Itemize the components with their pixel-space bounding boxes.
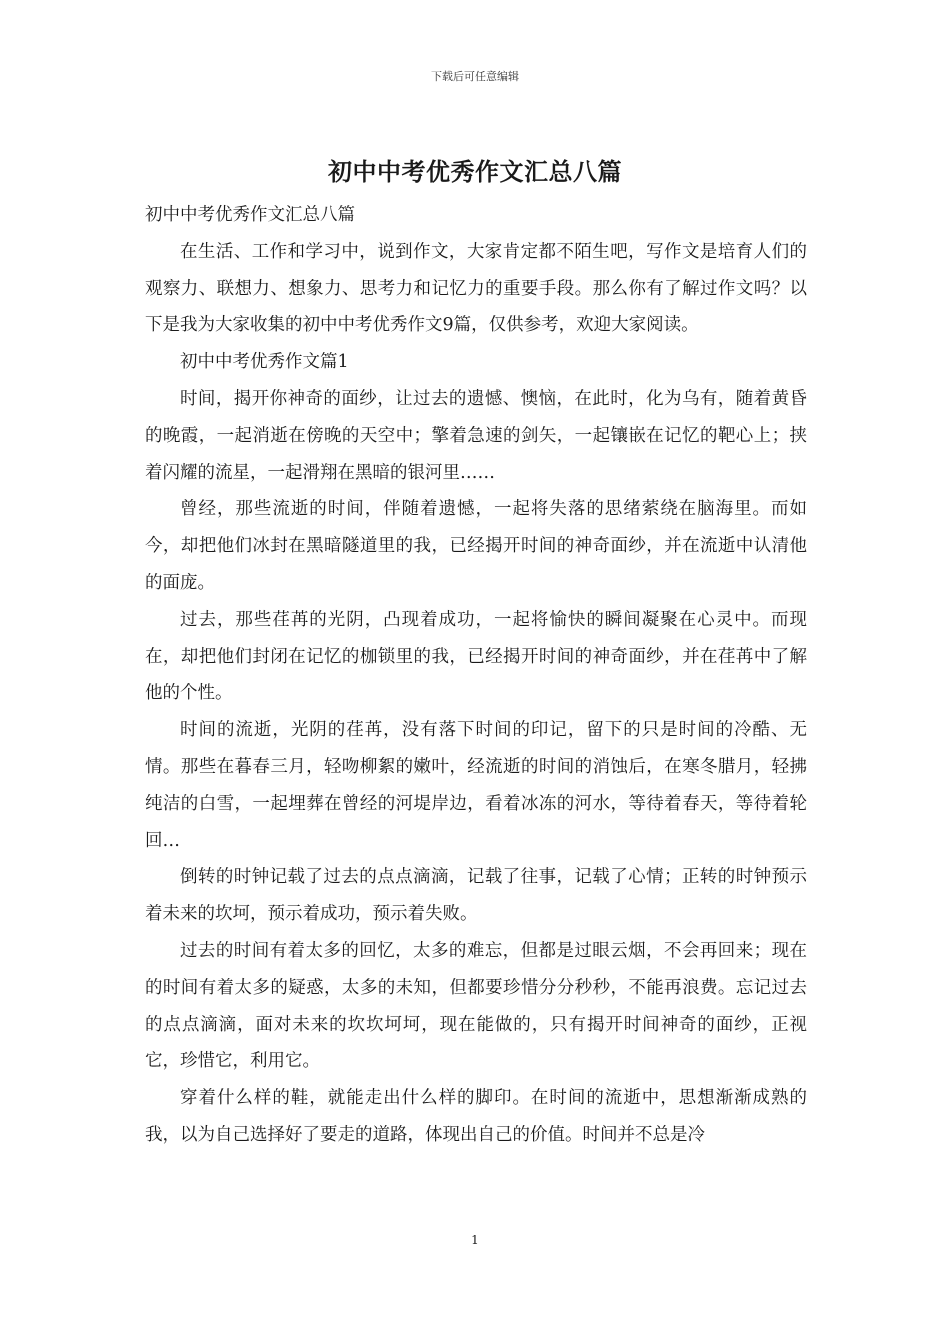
paragraph-intro: 在生活、工作和学习中，说到作文，大家肯定都不陌生吧，写作文是培育人们的观察力、联想力、想象力、思考力和记忆力的重要手段。那么你有了解过作文吗？以下是我为大家收集的初中中考优秀作文9篇，仅供参考，欢迎大家阅读。 xyxy=(145,241,807,336)
document-body xyxy=(145,197,807,1154)
paragraph: 曾经，那些流逝的时间，伴随着遗憾，一起将失落的思绪萦绕在脑海里。而如今，却把他们冰封在黑暗隧道里的我，已经揭开时间的神奇面纱，并在流逝中认清他的面庞。 xyxy=(145,499,807,593)
document-subtitle: 初中中考优秀作文汇总八篇 xyxy=(145,205,355,225)
page-number: 1 xyxy=(471,1233,479,1247)
section-heading: 初中中考优秀作文篇1 xyxy=(180,352,349,373)
paragraph: 过去，那些荏苒的光阴，凸现着成功，一起将愉快的瞬间凝聚在心灵中。而现在，却把他们封闭在记忆的枷锁里的我，已经揭开时间的神奇面纱，并在荏苒中了解他的个性。 xyxy=(145,609,807,704)
document-title: 初中中考优秀作文汇总八篇 xyxy=(328,157,622,186)
paragraph: 穿着什么样的鞋，就能走出什么样的脚印。在时间的流逝中，思想渐渐成熟的我，以为自己选择好了要走的道路，体现出自己的价值。时间并不总是冷 xyxy=(145,1088,807,1145)
paragraph: 时间，揭开你神奇的面纱，让过去的遗憾、懊恼，在此时，化为乌有，随着黄昏的晚霞，一起消逝在傍晚的天空中；擎着急速的剑矢，一起镶嵌在记忆的靶心上；挟着闪耀的流星，一起滑翔在黑暗的银河里…… xyxy=(145,388,807,483)
paragraph: 过去的时间有着太多的回忆，太多的难忘，但都是过眼云烟，不会再回来；现在的时间有着太多的疑惑，太多的未知，但都要珍惜分分秒秒，不能再浪费。忘记过去的点点滴滴，面对未来的坎坎坷坷，现在能做的，只有揭开时间神奇的面纱，正视它，珍惜它，利用它。 xyxy=(145,940,807,1072)
paragraph: 时间的流逝，光阴的荏苒，没有落下时间的印记，留下的只是时间的冷酷、无情。那些在暮春三月，轻吻柳絮的嫩叶，经流逝的时间的消蚀后，在寒冬腊月，轻拂纯洁的白雪，一起埋葬在曾经的河堤岸边，看着冰冻的河水，等待着春天，等待着轮回… xyxy=(145,720,807,851)
paragraph: 倒转的时钟记载了过去的点点滴滴，记载了往事，记载了心情；正转的时钟预示着未来的坎坷，预示着成功，预示着失败。 xyxy=(145,867,807,925)
header-note: 下载后可任意编辑 xyxy=(431,70,519,83)
